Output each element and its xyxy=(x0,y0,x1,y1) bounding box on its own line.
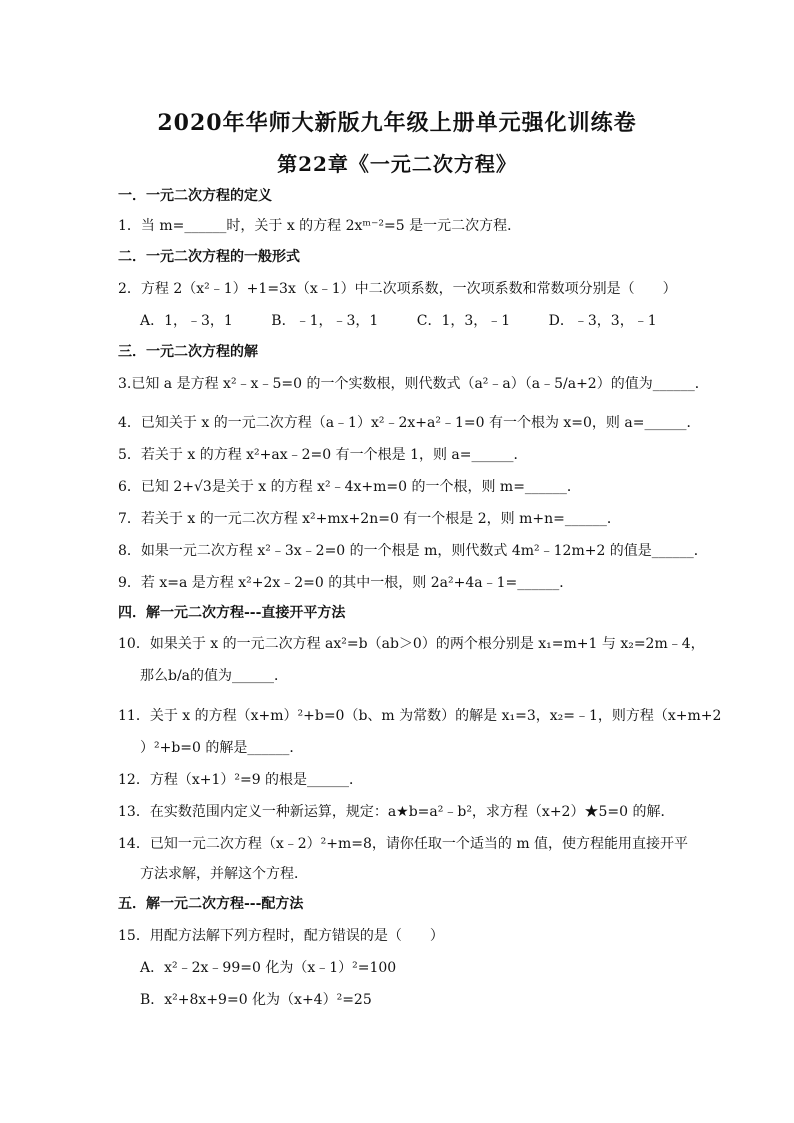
option-b: B．﹣1，﹣3，1 xyxy=(271,313,379,329)
question-2: 2．方程 2（x²﹣1）+1=3x（x﹣1）中二次项系数，一次项系数和常数项分别是（ ） xyxy=(118,281,677,297)
question-11-cont: ）²+b=0 的解是______． xyxy=(140,740,304,756)
question-5: 5．若关于 x 的方程 x²+ax﹣2=0 有一个根是 1，则 a=______． xyxy=(118,447,528,463)
question-7: 7．若关于 x 的一元二次方程 x²+mx+2n=0 有一个根是 2，则 m+n=______． xyxy=(118,511,621,527)
question-15-option-a: A．x²﹣2x﹣99=0 化为（x﹣1）²=100 xyxy=(140,960,397,976)
question-1: 1．当 m=______时，关于 x 的方程 2xᵐ⁻²=5 是一元二次方程． xyxy=(118,218,522,234)
question-8: 8．如果一元二次方程 x²﹣3x﹣2=0 的一个根是 m，则代数式 4m²﹣12m+2 的值是______． xyxy=(118,543,708,559)
section-heading: 三．一元二次方程的解 xyxy=(118,344,258,360)
question-6: 6．已知 2+√3是关于 x 的方程 x²﹣4x+m=0 的一个根，则 m=______． xyxy=(118,479,581,495)
question-4: 4．已知关于 x 的一元二次方程（a﹣1）x²﹣2x+a²﹣1=0 有一个根为 x=0，则 a=______． xyxy=(118,415,701,431)
question-14: 14．已知一元二次方程（x﹣2）²+m=8，请你任取一个适当的 m 值，使方程能用直接开平 xyxy=(118,836,689,852)
section-heading: 一．一元二次方程的定义 xyxy=(118,188,272,204)
option-d: D．﹣3，3，﹣1 xyxy=(548,313,657,329)
question-9: 9．若 x=a 是方程 x²+2x﹣2=0 的其中一根，则 2a²+4a﹣1=______． xyxy=(118,575,574,591)
question-12: 12．方程（x+1）²=9 的根是______． xyxy=(118,772,364,788)
option-a: A．1，﹣3，1 xyxy=(140,313,233,329)
section-heading: 二．一元二次方程的一般形式 xyxy=(118,249,300,265)
section-heading: 五．解一元二次方程---配方法 xyxy=(118,896,304,912)
document-title: 2020年华师大新版九年级上册单元强化训练卷 xyxy=(157,110,637,136)
question-13: 13．在实数范围内定义一种新运算，规定：a★b=a²﹣b²，求方程（x+2）★5=0 的解． xyxy=(118,804,675,820)
question-2-options xyxy=(140,311,710,331)
question-10-cont: 那么b/a的值为______． xyxy=(140,668,289,684)
question-15-option-b: B．x²+8x+9=0 化为（x+4）²=25 xyxy=(140,992,372,1008)
option-c: C．1，3，﹣1 xyxy=(416,313,511,329)
section-heading: 四．解一元二次方程---直接开平方法 xyxy=(118,605,346,621)
question-14-cont: 方法求解，并解这个方程． xyxy=(140,866,308,882)
question-15: 15．用配方法解下列方程时，配方错误的是（ ） xyxy=(118,928,444,944)
chapter-subtitle: 第22章《一元二次方程》 xyxy=(277,152,517,176)
question-11: 11．关于 x 的方程（x+m）²+b=0（b、m 为常数）的解是 x₁=3，x₂=﹣1，则方程（x+m+2 xyxy=(118,708,722,724)
question-3: 3.已知 a 是方程 x²﹣x﹣5=0 的一个实数根，则代数式（a²﹣a）（a﹣5/a+2）的值为______． xyxy=(118,376,709,392)
question-10: 10．如果关于 x 的一元二次方程 ax²=b（ab＞0）的两个根分别是 x₁=m+1 与 x₂=2m﹣4， xyxy=(118,636,705,652)
